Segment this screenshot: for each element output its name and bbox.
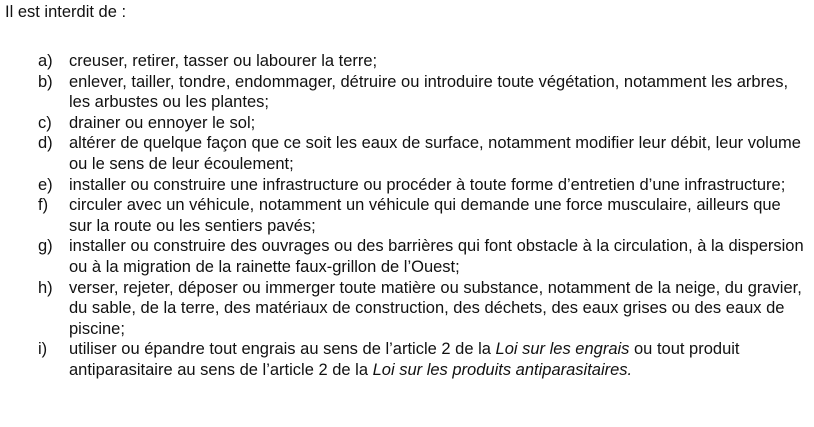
- list-item-text: [69, 339, 808, 380]
- list-item-h: [38, 278, 808, 340]
- list-item-text: installer ou construire une infrastructure ou procéder à toute forme d’entretien d’une infrastructure;: [69, 175, 786, 194]
- list-item-text: drainer ou ennoyer le sol;: [69, 113, 256, 132]
- list-item-g: [38, 236, 808, 277]
- list-marker: a): [38, 52, 53, 70]
- list-item-e: [38, 175, 808, 196]
- list-marker: c): [38, 113, 52, 132]
- list-marker: f): [38, 196, 49, 215]
- prohibition-list: [38, 51, 808, 381]
- list-item-text: altérer de quelque façon que ce soit les eaux de surface, notamment modifier leur débit, leur volume ou le sens de leur écoulement;: [69, 134, 801, 173]
- list-marker: b): [38, 72, 53, 91]
- list-item-text: creuser, retirer, tasser ou labourer la terre;: [69, 52, 378, 70]
- list-item-b: [38, 72, 808, 113]
- list-item-d: [38, 133, 808, 174]
- item-text-part: ou tout produit antiparasitaire au sens de l’article 2 de la: [69, 340, 740, 379]
- list-item-text: circuler avec un véhicule, notamment un véhicule qui demande une force musculaire, ailleurs que sur la route ou les sentiers pavés;: [69, 196, 781, 235]
- list-item-f: [38, 195, 808, 236]
- list-item-c: [38, 113, 808, 134]
- law-title-engrais: Loi sur les engrais: [495, 340, 630, 359]
- list-marker: i): [38, 340, 48, 359]
- list-item-a: [38, 51, 808, 72]
- list-item-text: installer ou construire des ouvrages ou des barrières qui font obstacle à la circulation, à la dispersion ou à la migration de la rainette faux-grillon de l’Ouest;: [69, 237, 804, 276]
- list-item-text: verser, rejeter, déposer ou immerger toute matière ou substance, notamment de la neige, du gravier, du sable, de la terre, des matériaux de construction, des déchets, des eaux grises ou des eaux de piscine;: [69, 278, 802, 338]
- intro-text: Il est interdit de :: [5, 3, 127, 21]
- item-text-part: utiliser ou épandre tout engrais au sens de l’article 2 de la: [69, 340, 496, 359]
- list-item-i: [38, 339, 808, 380]
- list-marker: g): [38, 237, 53, 256]
- list-marker: d): [38, 134, 53, 153]
- list-marker: h): [38, 278, 53, 297]
- list-marker: e): [38, 175, 53, 194]
- list-item-text: enlever, tailler, tondre, endommager, détruire ou introduire toute végétation, notamment les arbres, les arbustes ou les plantes;: [69, 72, 789, 112]
- law-title-antiparasitaires: Loi sur les produits antiparasitaires.: [372, 360, 633, 379]
